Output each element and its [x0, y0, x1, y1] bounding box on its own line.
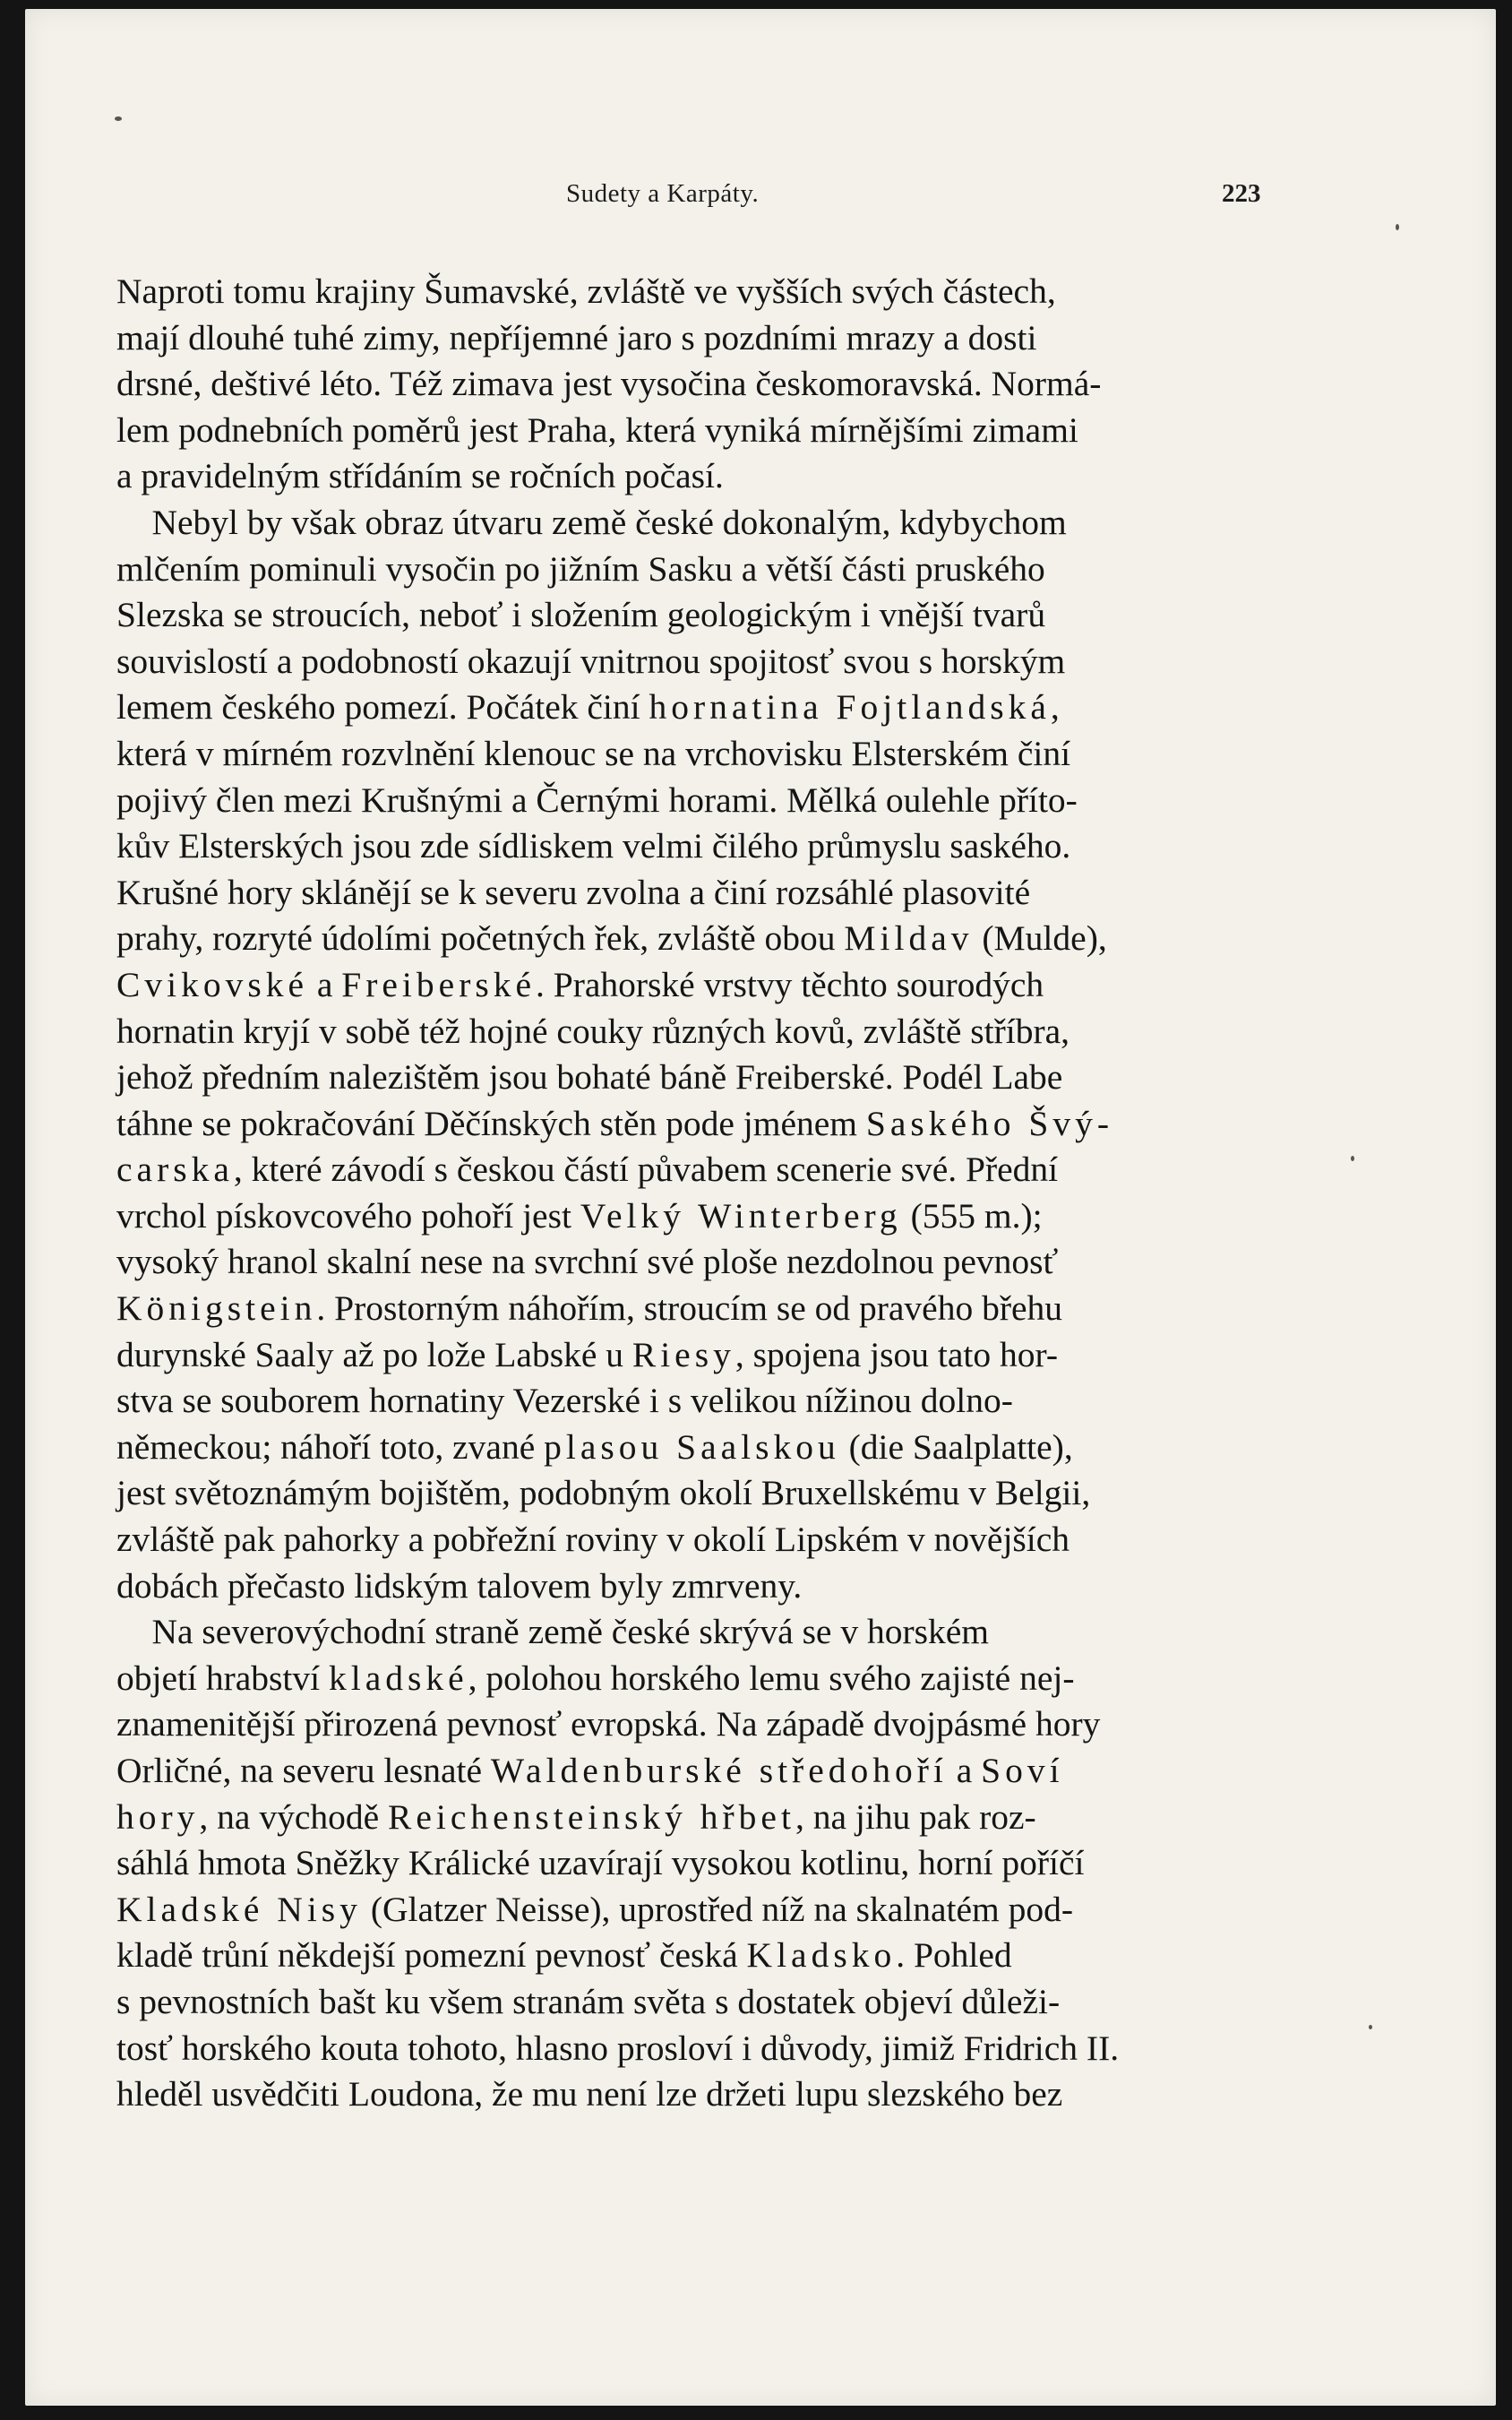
spaced-emphasis: kladské: [328, 1658, 468, 1698]
text-line: [116, 453, 1297, 500]
text-line: [116, 1378, 1297, 1425]
text-run: , které závodí s českou částí půvabem scenerie své. Přední: [233, 1150, 1059, 1190]
page-number: 223: [1222, 179, 1261, 208]
text-run: vrchol pískovcového pohoří jest: [116, 1195, 580, 1236]
spaced-emphasis: carska: [116, 1150, 234, 1190]
text-run: a: [307, 964, 342, 1004]
spaced-emphasis: Königstein: [116, 1288, 317, 1329]
text-line: [116, 547, 1297, 593]
text-run: a: [947, 1751, 982, 1790]
text-run: . Prahorské vrstvy těchto sourodých: [536, 964, 1044, 1004]
text-line: [116, 778, 1297, 824]
text-line: [116, 1332, 1297, 1379]
text-run: Orličné, na severu lesnaté: [116, 1751, 491, 1790]
text-run: (Glatzer Neisse), uprostřed níž na skalnatém pod-: [361, 1889, 1074, 1929]
text-line: [116, 1840, 1297, 1887]
text-run: lem podnebních poměrů jest Praha, která vyniká mírnějšími zimami: [116, 409, 1078, 450]
text-line: [116, 500, 1297, 547]
text-run: táhne se pokračování Děčínských stěn pode jménem: [116, 1103, 866, 1143]
text-line: [116, 1563, 1297, 1610]
text-run: tosť horského kouta tohoto, hlasno prosloví i důvody, jimiž Fridrich II.: [116, 2028, 1120, 2068]
spaced-emphasis: Freiberské: [341, 964, 536, 1004]
text-run: Nebyl by však obraz útvaru země české dokonalým, kdybychom: [116, 502, 1067, 542]
running-title: Sudety a Karpáty.: [566, 179, 760, 208]
text-run: Naproti tomu krajiny Šumavské, zvláště ve vyšších svých částech,: [116, 271, 1056, 311]
text-run: Na severovýchodní straně země české skrývá se v horském: [116, 1612, 989, 1652]
text-line: [116, 1286, 1297, 1332]
spaced-emphasis: Riesy: [631, 1334, 735, 1374]
spaced-emphasis: Kladsko: [746, 1935, 897, 1976]
text-run: německou; náhoří toto, zvané: [116, 1426, 545, 1467]
text-run: . Pohled: [896, 1935, 1012, 1976]
text-run: kladě trůní někdejší pomezní pevnosť česká: [116, 1935, 747, 1976]
text-run: Slezska se stroucích, neboť i složením geologickým i vnější tvarů: [116, 595, 1046, 635]
text-line: [116, 1979, 1297, 2026]
text-run: prahy, rozryté údolími početných řek, zvláště obou: [116, 918, 845, 959]
text-run: sáhlá hmota Sněžky Králické uzavírají vysokou kotlinu, horní poříčí: [116, 1843, 1085, 1883]
spaced-emphasis: Reichensteinský hřbet: [388, 1796, 795, 1837]
text-line: [116, 962, 1297, 1009]
text-run: Krušné hory sklánějí se k severu zvolna a činí rozsáhlé plasovité: [116, 872, 1031, 912]
spaced-emphasis: Velký Winterberg: [580, 1195, 902, 1236]
text-line: [116, 1239, 1297, 1286]
text-line: [116, 408, 1297, 454]
text-run: , polohou horského lemu svého zajisté nej-: [468, 1658, 1075, 1698]
text-run: s pevnostních bašt ku všem stranám světa s dostatek objeví důleži-: [116, 1981, 1061, 2021]
text-line: [116, 1425, 1297, 1471]
spaced-emphasis: Saského Švý-: [865, 1103, 1114, 1143]
text-line: [116, 1101, 1297, 1148]
text-run: a pravidelným střídáním se ročních počasí.: [116, 456, 724, 496]
text-run: souvislostí a podobností okazují vnitrnou spojitosť svou s horským: [116, 641, 1066, 681]
text-line: [116, 2071, 1297, 2118]
text-run: vysoký hranol skalní nese na svrchní své ploše nezdolnou pevnosť: [116, 1242, 1059, 1282]
text-line: [116, 870, 1297, 917]
text-line: [116, 1933, 1297, 1979]
text-run: , na východě: [199, 1796, 389, 1837]
text-line: [116, 1887, 1297, 1933]
text-run: (Mulde),: [973, 918, 1107, 959]
text-run: ,: [1050, 687, 1060, 728]
spaced-emphasis: Mildav: [844, 918, 974, 959]
text-run: (die Saalplatte),: [839, 1426, 1073, 1467]
paragraph: [116, 1609, 1297, 2118]
scan-speck: [1351, 1156, 1354, 1161]
text-run: , spojena jsou tato hor-: [735, 1334, 1058, 1374]
text-line: [116, 592, 1297, 639]
text-run: (555 m.);: [901, 1195, 1043, 1236]
paragraph: [116, 269, 1297, 500]
text-line: [116, 639, 1297, 685]
spaced-emphasis: hornatina Fojtlandská: [649, 687, 1051, 728]
text-line: [116, 1009, 1297, 1055]
text-run: mlčením pominuli vysočin po jižním Sasku a větší části pruského: [116, 548, 1045, 589]
text-line: [116, 1748, 1297, 1795]
text-line: [116, 1795, 1297, 1841]
text-line: [116, 1701, 1297, 1748]
text-line: [116, 1609, 1297, 1656]
text-run: lemem českého pomezí. Počátek činí: [116, 687, 649, 728]
text-line: [116, 269, 1297, 315]
scan-speck: [115, 116, 122, 121]
running-head: [25, 179, 1496, 215]
text-run: která v mírném rozvlnění klenouc se na vrchovisku Elsterském činí: [116, 733, 1071, 773]
text-line: [116, 2026, 1297, 2072]
spaced-emphasis: Soví: [981, 1751, 1064, 1790]
text-run: drsné, deštivé léto. Též zimava jest vysočina českomoravská. Normá-: [116, 364, 1102, 404]
text-run: hleděl usvědčiti Loudona, že mu není lze držeti lupu slezského bez: [116, 2074, 1063, 2114]
text-line: [116, 731, 1297, 778]
text-run: stva se souborem hornatiny Vezerské i s velikou nížinou dolno-: [116, 1381, 1013, 1421]
spaced-emphasis: Cvikovské: [116, 964, 308, 1004]
text-run: zvláště pak pahorky a pobřežní roviny v okolí Lipském v novějších: [116, 1520, 1070, 1560]
text-line: [116, 315, 1297, 362]
text-run: jest světoznámým bojištěm, podobným okolí Bruxellskému v Belgii,: [116, 1473, 1091, 1513]
text-run: jehož předním nalezištěm jsou bohaté báně Freiberské. Podél Labe: [116, 1057, 1063, 1098]
text-line: [116, 916, 1297, 962]
spaced-emphasis: plasou Saalskou: [544, 1426, 840, 1467]
scan-speck: [1396, 224, 1399, 230]
text-line: [116, 1147, 1297, 1193]
text-line: [116, 1193, 1297, 1240]
text-line: [116, 1656, 1297, 1702]
text-run: objetí hrabství: [116, 1658, 329, 1698]
text-run: kův Elsterských jsou zde sídliskem velmi čilého průmyslu saského.: [116, 826, 1071, 866]
spaced-emphasis: hory: [116, 1796, 200, 1837]
paragraph: [116, 500, 1297, 1609]
text-line: [116, 1517, 1297, 1563]
text-run: mají dlouhé tuhé zimy, nepříjemné jaro s pozdními mrazy a dosti: [116, 317, 1037, 357]
text-run: . Prostorným náhořím, stroucím se od pravého břehu: [316, 1288, 1063, 1329]
text-line: [116, 1055, 1297, 1101]
text-run: dobách přečasto lidským talovem byly zmrveny.: [116, 1565, 803, 1606]
text-run: pojivý člen mezi Krušnými a Černými horami. Mělká oulehle příto-: [116, 779, 1078, 820]
text-run: hornatin kryjí v sobě též hojné couky různých kovů, zvláště stříbra,: [116, 1011, 1070, 1051]
body-text: [116, 269, 1297, 2118]
text-run: durynské Saaly až po lože Labské u: [116, 1334, 632, 1374]
text-line: [116, 1470, 1297, 1517]
text-line: [116, 685, 1297, 731]
text-line: [116, 823, 1297, 870]
scan-speck: [1369, 2025, 1372, 2029]
book-page: [25, 9, 1496, 2406]
spaced-emphasis: Kladské Nisy: [116, 1889, 362, 1929]
spaced-emphasis: Waldenburské středohoří: [490, 1751, 948, 1790]
text-run: znamenitější přirozená pevnosť evropská. Na západě dvojpásmé hory: [116, 1704, 1101, 1744]
text-line: [116, 361, 1297, 408]
text-run: , na jihu pak roz-: [795, 1796, 1036, 1837]
